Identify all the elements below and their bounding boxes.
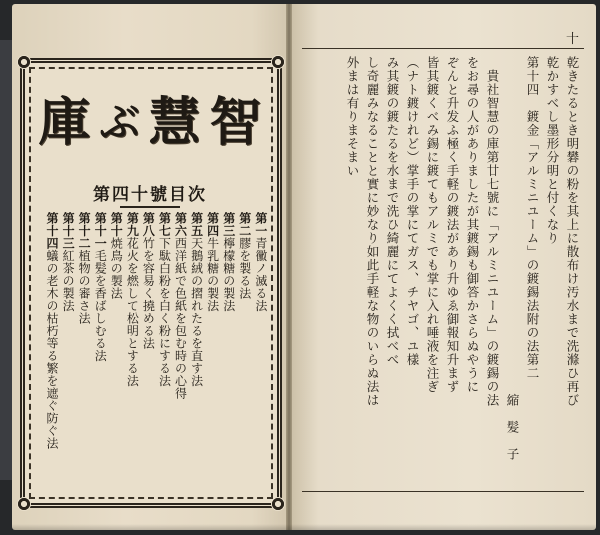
toc-entry-title: 膠を製る法 bbox=[237, 237, 252, 300]
toc-entry bbox=[140, 212, 155, 482]
text-line: 縮 髪 子 bbox=[505, 56, 520, 461]
corner-ornament bbox=[17, 55, 31, 69]
toc-entry bbox=[76, 212, 91, 482]
toc-entry bbox=[44, 212, 59, 482]
toc-entry-number: 第二 bbox=[237, 212, 252, 237]
toc-entry-number: 第九 bbox=[125, 212, 140, 237]
text-line: 外まは有りまそまい bbox=[345, 56, 360, 178]
title-char: 智 bbox=[209, 92, 262, 153]
issue-contents-heading: 第四十號目次 bbox=[93, 185, 207, 205]
toc-entry-title: 下駄白粉を白く粉にする法 bbox=[157, 237, 172, 387]
toc-entry-title: 天鵝絨の摺れたるを直す法 bbox=[189, 237, 204, 387]
book-spine bbox=[286, 4, 292, 530]
article-body bbox=[306, 56, 582, 486]
toc-entry-title: 西洋紙で色紙を包む時の心得 bbox=[173, 237, 188, 400]
toc-entry-title: 植物の審さ法 bbox=[77, 249, 92, 325]
text-line: 第十四 鍍金「アルミニユーム」の鍍錫法附の法第二 bbox=[525, 56, 540, 380]
text-line: 乾かすべし墨形分明と付くなり bbox=[545, 56, 560, 245]
toc-entry-number: 第十二 bbox=[77, 212, 92, 250]
toc-entry-number: 第三 bbox=[221, 212, 236, 237]
toc-entry bbox=[60, 212, 75, 482]
text-line: 皆其鍍くべみ錫に鍍てもアルミでも掌に入れ唾液を注ぎ bbox=[425, 56, 440, 394]
title-char: ぶ bbox=[99, 100, 140, 146]
text-line: し奇麗みなることと實に妙なり如此手軽な物のいらぬ法は bbox=[365, 56, 380, 407]
toc-entry-title: 蟻の老木の枯朽等る繁を遮ぐ防ぐ法 bbox=[45, 249, 59, 450]
toc-entry-title: 青黴ノ滅る法 bbox=[253, 237, 268, 312]
toc-entry-number: 第五 bbox=[189, 212, 204, 237]
toc-entry-title: 竹を容易く撓める法 bbox=[141, 237, 156, 350]
table-of-contents bbox=[44, 212, 268, 482]
toc-entry-number: 第八 bbox=[141, 212, 156, 237]
text-line: （ナト鍍けれど）掌手の掌にてガス、チヤゴ、ユ樣 bbox=[405, 56, 420, 367]
toc-entry bbox=[205, 212, 220, 482]
toc-entry bbox=[156, 212, 171, 482]
toc-entry bbox=[221, 212, 236, 482]
toc-entry bbox=[173, 212, 188, 482]
toc-entry bbox=[237, 212, 252, 482]
toc-entry bbox=[253, 212, 268, 482]
corner-ornament bbox=[271, 55, 285, 69]
toc-entry bbox=[124, 212, 139, 482]
toc-entry-title: 牛乳糖の製法 bbox=[205, 237, 220, 312]
text-line: をお尋の人がありましたが其鍍錫も御答かさらぬやうに bbox=[465, 56, 480, 394]
corner-ornament bbox=[17, 497, 31, 511]
toc-entry-number: 第六 bbox=[173, 212, 188, 237]
book-clip bbox=[0, 40, 12, 480]
toc-entry-number: 第一 bbox=[253, 212, 268, 237]
page-number: 十 bbox=[566, 32, 580, 47]
divider bbox=[120, 206, 180, 208]
toc-entry-title: 花火を燃して松明とする法 bbox=[125, 237, 140, 387]
title-char: 庫 bbox=[38, 92, 91, 153]
magazine-title bbox=[34, 74, 266, 172]
toc-entry-number: 第四 bbox=[205, 212, 220, 237]
text-line: 貴社智慧の庫第廿七號に「アルミニユーム」の鍍錫の法 bbox=[485, 56, 500, 407]
toc-entry-number: 第十四 bbox=[45, 212, 59, 250]
toc-entry-title: 毛髪を香ばしむる法 bbox=[93, 249, 108, 362]
toc-entry bbox=[92, 212, 107, 482]
toc-entry-title: 檸檬糖の製法 bbox=[221, 237, 236, 312]
toc-entry-number: 第七 bbox=[157, 212, 172, 237]
toc-entry bbox=[108, 212, 123, 482]
toc-entry-number: 第十三 bbox=[61, 212, 76, 250]
title-char: 慧 bbox=[148, 92, 201, 153]
toc-entry bbox=[189, 212, 204, 482]
text-line: み其鍍の鍍たるを水まで洗ひ綺麗にてよくく拭べべ bbox=[385, 56, 400, 367]
toc-entry-number: 第十一 bbox=[93, 212, 108, 250]
text-line: ぞんと升发ふ極く手軽の鍍法があり升ゆゑ御報知升まず bbox=[445, 56, 460, 394]
toc-entry-title: 焼鳥の製法 bbox=[109, 237, 124, 300]
toc-entry-number: 第十 bbox=[109, 212, 124, 237]
corner-ornament bbox=[271, 497, 285, 511]
toc-entry-title: 紅茶の製法 bbox=[61, 249, 76, 312]
text-line: 乾きたるとき明礬の粉を其上に散布け汚水まで洗滌ひ再び bbox=[565, 56, 580, 407]
